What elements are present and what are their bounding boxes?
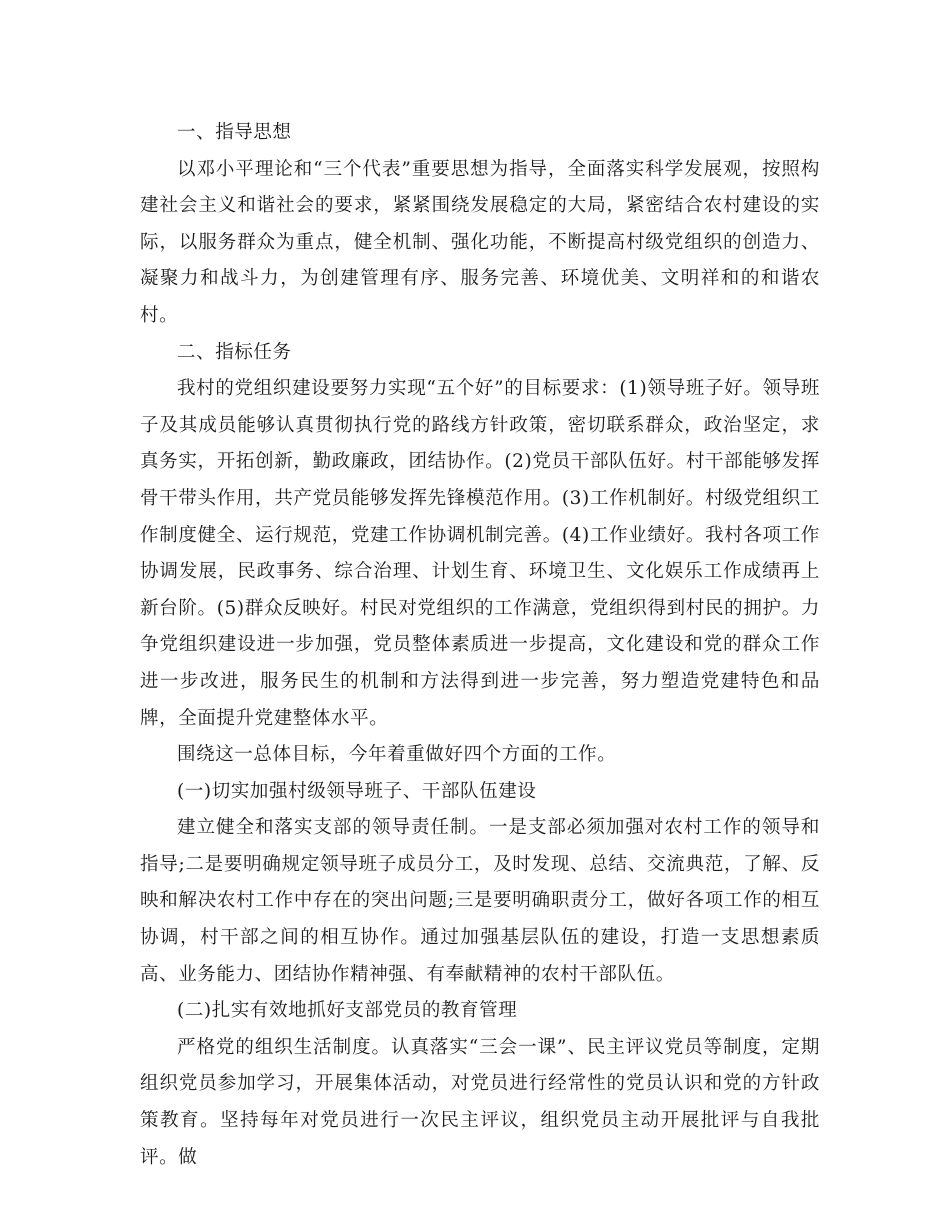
subheading-member-education: (二)扎实有效地抓好支部党员的教育管理 (177, 1000, 518, 1022)
paragraph-five-goods: 我村的党组织建设要努力实现“五个好”的目标要求：(1)领导班子好。领导班子及其成员能够认真贯彻执行党的路线方针政策，密切联系群众，政治坚定，求真务实，开拓创新，勤政廉政，团结协作。(2)党员干部队伍好。村干部能够发挥骨干带头作用，共产党员能够发挥先锋模范作用。(3)工作机制好。村级党组织工作制度健全、运行规范，党建工作协调机制完善。(4)工作业绩好。我村各项工作协调发展，民政事务、综合治理、计划生育、环境卫生、文化娱乐工作成绩再上新台阶。(5)群众反映好。村民对党组织的工作满意，党组织得到村民的拥护。力争党组织建设进一步加强，党员整体素质进一步提高，文化建设和党的群众工作进一步改进，服务民生的机制和方法得到进一步完善，努力塑造党建特色和品牌，全面提升党建整体水平。 (140, 378, 820, 729)
paragraph-guiding-ideology: 以邓小平理论和“三个代表”重要思想为指导，全面落实科学发展观，按照构建社会主义和谐社会的要求，紧紧围绕发展稳定的大局，紧密结合农村建设的实际，以服务群众为重点，健全机制、强化功能，不断提高村级党组织的创造力、凝聚力和战斗力，为创建管理有序、服务完善、环境优美、文明祥和的和谐农村。 (140, 158, 820, 326)
section-heading-guiding-ideology: 一、指导思想 (177, 122, 292, 143)
paragraph-leadership-responsibility: 建立健全和落实支部的领导责任制。一是支部必须加强对农村工作的领导和指导;二是要明确规定领导班子成员分工，及时发现、总结、交流典范，了解、反映和解决农村工作中存在的突出问题;三是要明确职责分工，做好各项工作的相互协调，村干部之间的相互协作。通过加强基层队伍的建设，打造一支思想素质高、业务能力、团结协作精神强、有奉献精神的农村干部队伍。 (140, 817, 820, 985)
subheading-leadership-building: (一)切实加强村级领导班子、干部队伍建设 (177, 780, 537, 802)
paragraph-organization-life: 严格党的组织生活制度。认真落实“三会一课”、民主评议党员等制度，定期组织党员参加学习，开展集体活动，对党员进行经常性的党员认识和党的方针政策教育。坚持每年对党员进行一次民主评议，组织党员主动开展批评与自我批评。做 (140, 1036, 820, 1168)
document-body (140, 115, 820, 1176)
section-heading-target-tasks: 二、指标任务 (177, 341, 292, 363)
paragraph-four-aspects: 围绕这一总体目标，今年着重做好四个方面的工作。 (177, 744, 617, 766)
